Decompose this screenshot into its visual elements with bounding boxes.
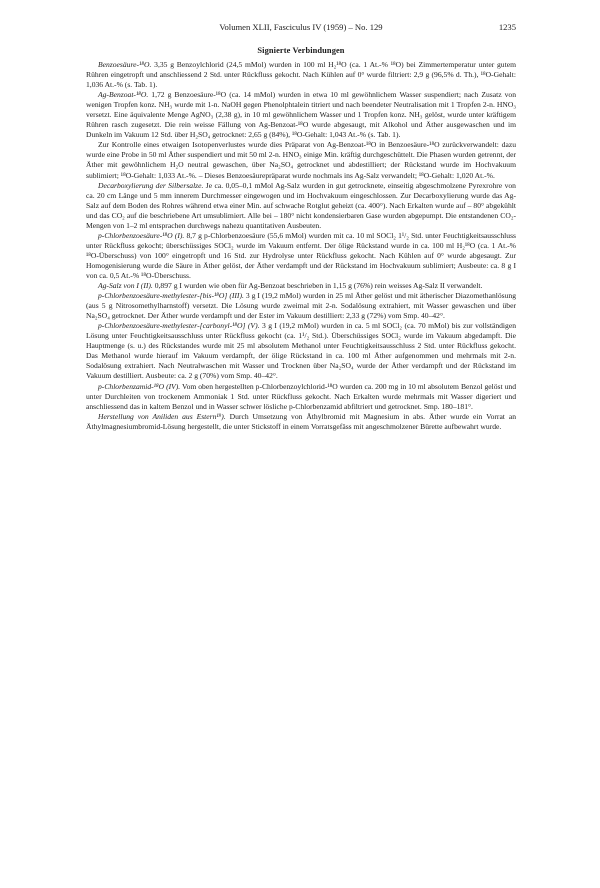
paragraph-text: Durch Umsetzung von Äthylbromid mit Magnesium in abs. Äther wurde ein Vorrat an Äthylmagnesiumbromid-Lösung hergestellt, die unter Stickstoff in einem Vorratsgefäss mit angeschmolzener Bürette aufbewahrt wurde. <box>86 411 516 431</box>
running-header <box>86 22 516 36</box>
section-title: Signierte Verbindungen <box>257 46 345 55</box>
paragraph-text: 3,35 g Benzoylchlorid (24,5 mMol) wurden in 100 ml H₂¹⁸O (ca. 1 At.-% ¹⁸O) bei Zimmertemperatur unter gutem Rühren eingetropft und anschliessend 2 Std. unter Rückfluss gekocht. Nach Kühlen auf 0° wurde filtriert: 2,9 g (96,5% d. Th.), ¹⁸O-Gehalt: 1,036 At.-% (s. Tab. 1). <box>86 60 516 90</box>
paragraph-text: Zur Kontrolle eines etwaigen Isotopenverlustes wurde dies Präparat von Ag-Benzoat-¹⁸O in Benzoesäure-¹⁸O zurückverwandelt: dazu wurde eine Probe in 50 ml Äther suspendiert und mit 50 ml 2-n. HNO₃ einige Min. kräftig durchgeschüttelt. Die Phasen wurden getrennt, der Äther mit gewöhnlichem H₂O neutral gewaschen, über Na₂SO₄ getrocknet und abdestilliert; der Rückstand wurde im Hochvakuum sublimiert; ¹⁸O-Gehalt: 1,033 At.-%. – Dieses Benzoesäurepräparat wurde nochmals ins Ag-Salz verwandelt; ¹⁸O-Gehalt: 1,020 At.-%. <box>86 140 516 180</box>
paragraph-ag-salz <box>86 281 516 291</box>
paragraph-lead: p-Chlorbenzoesäure-methylester-[carbonyl-¹⁸O] (V). <box>98 321 260 331</box>
paragraph-text: 0,897 g I wurden wie oben für Ag-Benzoat beschrieben in 1,15 g (76%) rein weisses Ag-Salz II verwandelt. <box>152 281 483 291</box>
paragraph-chlorbenzoesaeure <box>86 231 516 281</box>
paragraph-chlorbenzamid <box>86 382 516 412</box>
paragraph-benzoesaeure <box>86 60 516 90</box>
paragraph-text: Je ca. 0,05–0,1 mMol Ag-Salz wurden in gut getrocknete, einseitig abgeschmolzene Pyrexrohre von ca. 20 cm Länge und 5 mm innerem Durchmesser eingewogen und im Hochvakuum eingeschlossen. Zur Decarboxylierung wurde das Ag-Salz auf dem Boden des Rohres während etwa einer Min. auf schwache Rotglut geheizt (ca. 400°). Nach Erkalten wurde auf – 80° abgekühlt und das CO₂ auf die beschriebene Art umsublimiert. Alle bei – 180° nicht kondensierbaren Gase wurden abgepumpt. Die entstandenen CO₂-Mengen von 1–2 ml entsprachen durchwegs nahezu quantitativen Ausbeuten. <box>86 180 516 230</box>
journal-reference: Volumen XLII, Fasciculus IV (1959) – No. 129 <box>219 22 383 32</box>
paragraph-lead: Decarboxylierung der Silbersalze. <box>98 180 204 190</box>
paragraph-methylester-bis <box>86 291 516 321</box>
paragraph-text: 8,7 g p-Chlorbenzoesäure (55,6 mMol) wurden mit ca. 10 ml SOCl₂ 1¹/₂ Std. unter Feuchtigkeitsausschluss unter Rückfluss gekocht; überschüssiges SOCl₂ wurde im Vakuum entfernt. Der ölige Rückstand wurde in ca. 100 ml H₂¹⁸O (ca. 1 At.-% ¹⁸O-Überschuss) von 100° eingetropft und 16 Std. zur Hydrolyse unter Rückfluss gekocht. Nach Kühlen auf 0° wurde abgesaugt. Zur Homogenisierung wurde die Säure in Äther gelöst, der Äther verdampft und der Rückstand im Hochvakuum sublimiert; Ausbeute: ca. 8 g I von ca. 0,5 At.-% ¹⁸O-Überschuss. <box>86 230 516 280</box>
paragraph-kontrolle <box>86 140 516 180</box>
journal-page <box>86 22 516 432</box>
paragraph-text: 3 g I (19,2 mMol) wurden in 25 ml Äther gelöst und mit ätherischer Diazomethanlösung (aus 5 g Nitrosomethylharnstoff) versetzt. Die Lösung wurde zweimal mit 2-n. Sodalösung extrahiert, mit Wasser gewaschen und über Na₂SO₄ getrocknet. Der Äther wurde verdampft und der Ester im Vakuum destilliert: 2,33 g (72%) vom Smp. 40–42°. <box>86 291 516 321</box>
paragraph-anilide <box>86 412 516 432</box>
paragraph-text: 3 g I (19,2 mMol) wurden in ca. 5 ml SOCl₂ (ca. 70 mMol) bis zur vollständigen Lösung unter Feuchtigkeitsausschluss unter Rückfluss gekocht (ca. 1¹/₂ Std.). Überschüssiges SOCl₂ wurde im Vakuum abgedampft. Die Hauptmenge (s. u.) des Rückstandes wurde mit 25 ml absolutem Methanol unter Feuchtigkeitsausschluss 2 Std. unter Rückfluss gekocht. Das Methanol wurde hierauf im Vakuum verdampft, der ölige Rückstand in ca. 100 ml Äther aufgenommen und mehrmals mit 2-n. Sodalösung extrahiert. Nach Neutralwaschen mit Wasser und Trocknen über Na₂SO₄ wurde der Äther verdampft und der Rückstand im Vakuum destilliert. Ausbeute: ca. 2 g (70%) vom Smp. 40–42°. <box>86 321 516 381</box>
paragraph-lead: p-Chlorbenzoesäure-methylester-[bis-¹⁸O] (III). <box>98 291 244 301</box>
paragraph-ag-benzoat <box>86 90 516 140</box>
paragraph-lead: Ag-Salz von I (II). <box>98 281 153 291</box>
paragraph-lead: p-Chlorbenzoesäure-¹⁸O (I). <box>98 230 185 240</box>
paragraph-lead: Herstellung von Aniliden aus Estern¹⁹). <box>98 411 226 421</box>
paragraph-lead: Benzoesäure-¹⁸O. <box>98 60 152 69</box>
paragraph-methylester-carbonyl <box>86 321 516 381</box>
paragraph-text: 1,72 g Benzoesäure-¹⁸O (ca. 14 mMol) wurden in etwa 10 ml gewöhnlichem Wasser suspendiert; nach Zusatz von wenigen Tropfen konz. NH₃ wurde mit 1-n. NaOH gegen Phenolphtalein titriert und nach beendeter Neutralisation mit 1 Tropfen 2-n. HNO₃ versetzt. Eine äquivalente Menge AgNO₃ (2,38 g), in 10 ml gewöhnlichem Wasser und 1 Tropfen konz. NH₃ gelöst, wurde unter kräftigem Rühren rasch zugesetzt. Die rein weisse Fällung von Ag-Benzoat-¹⁸O wurde abgesaugt, mit Alkohol und Äther ausgewaschen und im Dunkeln im Vakuum 12 Std. über H₂SO₄ getrocknet: 2,65 g (84%), ¹⁸O-Gehalt: 1,043 At.-% (s. Tab. 1). <box>86 90 516 140</box>
paragraph-lead: Ag-Benzoat-¹⁸O. <box>98 90 149 100</box>
page-number: 1235 <box>498 22 516 32</box>
paragraph-decarboxylierung <box>86 181 516 231</box>
paragraph-lead: p-Chlorbenzamid-¹⁸O (IV). <box>98 381 181 391</box>
paragraph-text: Vom oben hergestellten p-Chlorbenzoylchlorid-¹⁸O wurden ca. 200 mg in 10 ml absolutem Benzol gelöst und unter Durchleiten von trockenem Ammoniak 1 Std. unter Rückfluss gekocht. Nach Erkalten wurde mehrmals mit Wasser digeriert und anschliessend das in kaltem Benzol und in Wasser schwer lösliche p-Chlorbenzamid abfiltriert und getrocknet. Smp. 180–181°. <box>86 381 516 411</box>
